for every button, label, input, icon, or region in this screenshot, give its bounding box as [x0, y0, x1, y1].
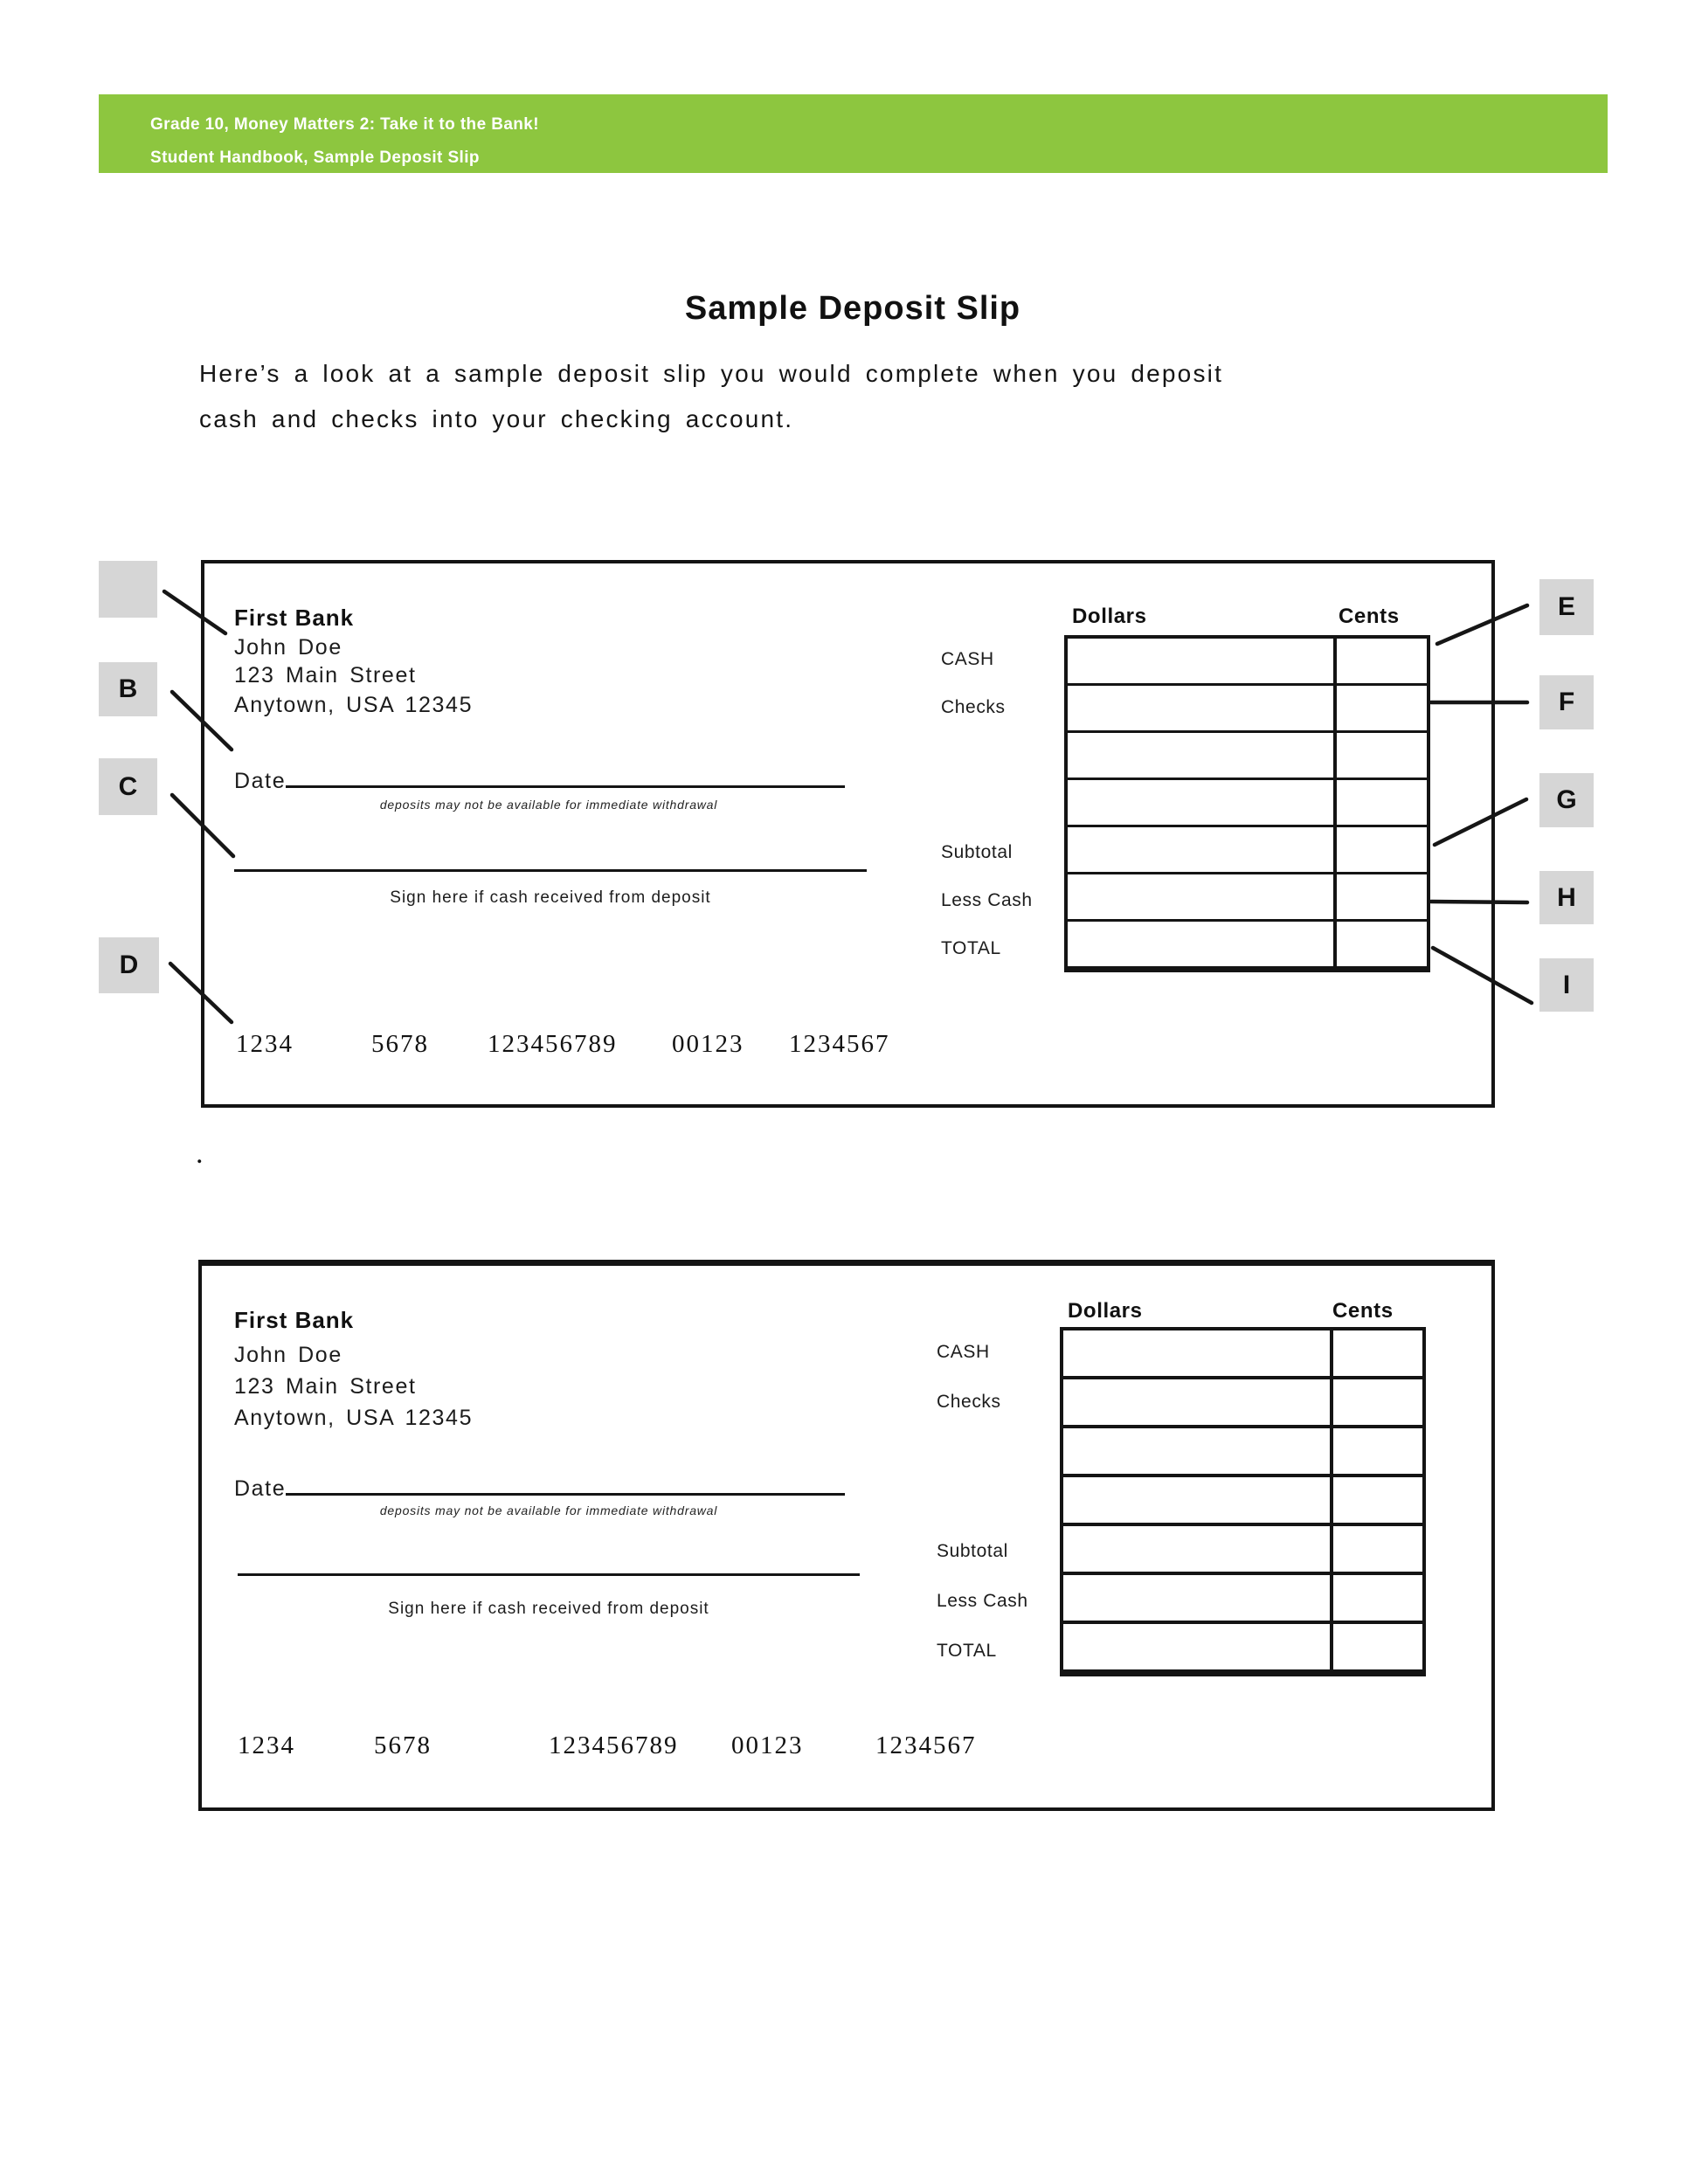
signature-line	[238, 1573, 860, 1576]
callout-box-e: E	[1539, 579, 1594, 635]
slip-number: 1234567	[789, 1030, 890, 1058]
address-line-2: Anytown, USA 12345	[234, 1406, 474, 1430]
row-label-checks: Checks	[941, 696, 1006, 717]
bank-name: First Bank	[234, 605, 355, 631]
date-label: Date	[234, 769, 287, 793]
account-number: 123456789	[549, 1731, 679, 1759]
routing-number-2: 5678	[374, 1731, 432, 1759]
signature-instruction: Sign here if cash received from deposit	[388, 1600, 709, 1618]
callout-box-i: I	[1539, 958, 1594, 1012]
check-number: 00123	[731, 1731, 804, 1759]
dollars-column-header: Dollars	[1072, 605, 1147, 628]
amount-row-blank-1	[1068, 733, 1427, 780]
callout-box-f: F	[1539, 675, 1594, 729]
cents-column-header: Cents	[1339, 605, 1400, 628]
callout-box-d: D	[99, 937, 159, 993]
stray-period: .	[196, 1137, 204, 1170]
slip-number: 1234567	[875, 1731, 977, 1759]
account-holder: John Doe	[234, 635, 342, 660]
callout-box-g: G	[1539, 773, 1594, 827]
row-label-total: TOTAL	[941, 937, 1001, 958]
routing-number-2: 5678	[371, 1030, 429, 1058]
deposit-slip-blank	[198, 1260, 1495, 1811]
row-label-total: TOTAL	[937, 1640, 997, 1661]
banner-line-1: Grade 10, Money Matters 2: Take it to the Bank!	[150, 115, 540, 134]
callout-box-h: H	[1539, 871, 1594, 924]
page-title: Sample Deposit Slip	[684, 290, 1021, 327]
amount-row-cash	[1063, 1330, 1422, 1379]
amount-row-checks	[1068, 686, 1427, 733]
bank-name: First Bank	[234, 1307, 355, 1333]
amount-row-subtotal	[1063, 1526, 1422, 1575]
cents-column-header: Cents	[1332, 1299, 1394, 1323]
amount-row-blank-1	[1063, 1428, 1422, 1477]
date-row	[234, 763, 845, 794]
dollars-cents-divider	[1330, 1330, 1333, 1673]
withdrawal-notice: deposits may not be available for immediate withdrawal	[379, 1503, 718, 1517]
account-number: 123456789	[488, 1030, 618, 1058]
address-line-1: 123 Main Street	[234, 663, 417, 688]
row-label-less-cash: Less Cash	[941, 889, 1033, 910]
date-blank-line	[286, 763, 845, 788]
callout-box-c: C	[99, 758, 157, 815]
date-blank-line	[286, 1470, 845, 1496]
withdrawal-notice: deposits may not be available for immediate withdrawal	[379, 798, 718, 812]
amount-row-less-cash	[1063, 1575, 1422, 1624]
amount-row-less-cash	[1068, 874, 1427, 922]
deposit-slip-annotated	[201, 560, 1495, 1108]
callout-box-b: B	[99, 662, 157, 716]
routing-number-1: 1234	[238, 1731, 295, 1759]
signature-instruction: Sign here if cash received from deposit	[390, 888, 711, 907]
routing-number-1: 1234	[236, 1030, 294, 1058]
amount-table	[1064, 635, 1430, 972]
row-label-cash: CASH	[941, 648, 994, 669]
address-line-1: 123 Main Street	[234, 1374, 417, 1399]
check-number: 00123	[672, 1030, 744, 1058]
amount-row-total	[1068, 922, 1427, 969]
banner-line-2: Student Handbook, Sample Deposit Slip	[150, 149, 480, 167]
row-label-subtotal: Subtotal	[941, 841, 1013, 862]
amount-row-blank-2	[1063, 1477, 1422, 1526]
dollars-cents-divider	[1333, 639, 1337, 969]
header-banner	[99, 94, 1608, 173]
signature-line	[234, 869, 867, 872]
intro-text-line-2: cash and checks into your checking account.	[199, 405, 794, 432]
date-row	[234, 1470, 845, 1502]
amount-row-checks	[1063, 1379, 1422, 1428]
row-label-less-cash: Less Cash	[937, 1590, 1028, 1611]
address-line-2: Anytown, USA 12345	[234, 693, 474, 717]
amount-row-blank-2	[1068, 780, 1427, 827]
callout-box-a	[99, 561, 157, 618]
dollars-column-header: Dollars	[1068, 1299, 1143, 1323]
account-holder: John Doe	[234, 1343, 342, 1367]
row-label-checks: Checks	[937, 1391, 1001, 1412]
amount-row-total	[1063, 1624, 1422, 1673]
row-label-subtotal: Subtotal	[937, 1540, 1008, 1561]
amount-table	[1060, 1327, 1426, 1676]
row-label-cash: CASH	[937, 1341, 990, 1362]
intro-text-line-1: Here’s a look at a sample deposit slip you would complete when you deposit	[199, 360, 1224, 387]
date-label: Date	[234, 1476, 287, 1501]
amount-row-subtotal	[1068, 827, 1427, 874]
amount-row-cash	[1068, 639, 1427, 686]
